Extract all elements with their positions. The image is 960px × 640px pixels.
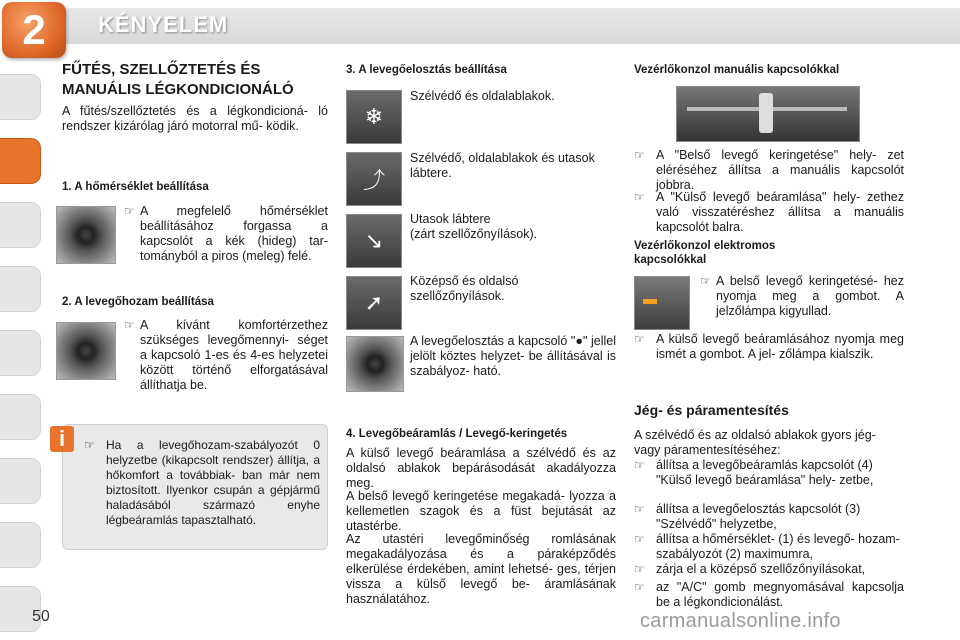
distribution-option: Szélvédő és oldalablakok. — [410, 89, 555, 103]
manual-recirc-switch-icon — [676, 86, 860, 142]
defrost-step: állítsa a levegőbeáramlás kapcsolót (4) "Külső levegő beáramlása" hely- zetbe, — [656, 458, 874, 487]
chapter-tab-active[interactable] — [0, 138, 41, 184]
windscreen-defrost-icon: ❄ — [346, 90, 402, 144]
recirc-paragraph: Az utastéri levegőminőség romlásának megakadályozása és a páraképződés elkerülése érdekében, amint lehetsé- ges, térjen vissza a külső levegő be- áramlásának használatához. — [346, 532, 616, 606]
info-text: Ha a levegőhozam-szabályozót 0 helyzetbe (kikapcsolt rendszer) állítja, a hőkomfort a továbbiak- ban már nem biztosított. Ilyenkor csupán a gépjármű haladásából származó enyhe légbeáramlás tapasztalható. — [106, 438, 320, 527]
subsection-title: Vezérlőkonzol elektromos — [634, 240, 776, 252]
defrost-intro: A szélvédő és az oldalsó ablakok gyors jég- vagy páramentesítéséhez: — [634, 428, 876, 457]
defrost-step: állítsa a hőmérséklet- (1) és levegő- hozam-szabályozót (2) maximumra, — [656, 532, 900, 561]
manual-instruction: A "Külső levegő beáramlása" hely- zethez való visszatéréshez állítsa a manuális kapcsolót balra. — [656, 190, 904, 234]
temperature-text: A megfelelő hőmérséklet beállításához forgassa a kapcsolót a kék (hideg) tar- tományból a piros (meleg) felé. — [140, 204, 328, 263]
electric-instruction: A külső levegő beáramlásához nyomja meg ismét a gombot. A jel- zőlámpa kialszik. — [656, 332, 904, 361]
subsection-title: 1. A hőmérséklet beállítása — [62, 181, 209, 193]
recirc-paragraph: A külső levegő beáramlása a szélvédő és az oldalsó ablakok bepárásodását akadályozza meg. — [346, 446, 616, 490]
slider-handle — [759, 93, 773, 133]
pointer-icon: ☞ — [124, 318, 135, 332]
defrost-step: az "A/C" gomb megnyomásával kapcsolja be a légkondicionálást. — [656, 580, 904, 609]
distribution-option: A levegőelosztás a kapcsoló "●" jellel jelölt köztes helyzet- be állításával is szabályoz- ható. — [410, 334, 616, 378]
windscreen-feet-icon: ⤴ — [346, 152, 402, 206]
pointer-icon: ☞ — [634, 532, 645, 546]
subsection-title: Vezérlőkonzol manuális kapcsolókkal — [634, 64, 840, 76]
distribution-option: Szélvédő, oldalablakok és utasok lábtere. — [410, 151, 595, 180]
pointer-icon: ☞ — [634, 148, 645, 162]
feet-icon: ↘ — [346, 214, 402, 268]
subsection-title: 3. A levegőelosztás beállítása — [346, 64, 507, 76]
pointer-icon: ☞ — [634, 332, 645, 346]
chapter-tab[interactable] — [0, 74, 41, 120]
recirc-paragraph: A belső levegő keringetése megakadá- lyozza a kellemetlen szagok és a füst bejutását az utastérbe. — [346, 489, 616, 533]
defrost-step: zárja el a középső szellőzőnyílásokat, — [656, 562, 866, 576]
chapter-tab-strip — [0, 60, 44, 620]
watermark: carmanualsonline.info — [640, 610, 841, 632]
chapter-tab[interactable] — [0, 522, 41, 568]
intro-text: A fűtés/szellőztetés és a légkondicioná- ló rendszer kizárólag járó motorral mű- ködik. — [62, 104, 328, 133]
chapter-tab[interactable] — [0, 394, 41, 440]
title-line: MANUÁLIS LÉGKONDICIONÁLÓ — [62, 81, 294, 98]
face-vents-icon: ➚ — [346, 276, 402, 330]
chapter-tab[interactable] — [0, 330, 41, 376]
pointer-icon: ☞ — [124, 204, 135, 218]
pointer-icon: ☞ — [634, 580, 645, 594]
chapter-tab[interactable] — [0, 266, 41, 312]
distribution-option: Középső és oldalsó szellőzőnyílások. — [410, 274, 519, 303]
defrost-title: Jég- és páramentesítés — [634, 402, 789, 418]
chapter-tab[interactable] — [0, 202, 41, 248]
chapter-number: 2 — [22, 6, 46, 53]
indicator-lamp — [643, 299, 657, 304]
distribution-knob-icon — [346, 336, 404, 392]
chapter-badge — [2, 2, 66, 58]
subsection-title: 4. Levegőbeáramlás / Levegő-keringetés — [346, 428, 568, 440]
manual-instruction: A "Belső levegő keringetése" hely- zet eléréséhez állítsa a manuális kapcsolót jobbra. — [656, 148, 904, 192]
page-number: 50 — [32, 608, 50, 625]
page-header — [0, 0, 960, 60]
section-title — [62, 60, 328, 100]
defrost-step: állítsa a levegőelosztás kapcsolót (3) "Szélvédő" helyzetbe, — [656, 502, 861, 531]
distribution-option: Utasok lábtere — [410, 212, 491, 226]
recirc-button-icon — [634, 276, 690, 330]
chapter-title: KÉNYELEM — [98, 12, 229, 37]
title-line: FŰTÉS, SZELLŐZTETÉS ÉS — [62, 61, 261, 78]
chapter-tab[interactable] — [0, 458, 41, 504]
distribution-option: (zárt szellőzőnyílások). — [410, 227, 538, 241]
pointer-icon: ☞ — [634, 502, 645, 516]
subsection-title: kapcsolókkal — [634, 254, 707, 266]
pointer-icon: ☞ — [634, 190, 645, 204]
airflow-knob-icon — [56, 322, 116, 380]
electric-instruction: A belső levegő keringetésé- hez nyomja meg a gombot. A jelzőlámpa kigyullad. — [716, 274, 904, 318]
subsection-title: 2. A levegőhozam beállítása — [62, 296, 214, 308]
airflow-text: A kívánt komfortérzethez szükséges levegőmennyi- séget a kapcsoló 1-es és 4-es helyzetei között történő elforgatásával állíthatja be. — [140, 318, 328, 392]
temperature-knob-icon — [56, 206, 116, 264]
pointer-icon: ☞ — [84, 438, 95, 452]
pointer-icon: ☞ — [700, 274, 711, 288]
pointer-icon: ☞ — [634, 458, 645, 472]
pointer-icon: ☞ — [634, 562, 645, 576]
info-icon: i — [50, 426, 74, 452]
